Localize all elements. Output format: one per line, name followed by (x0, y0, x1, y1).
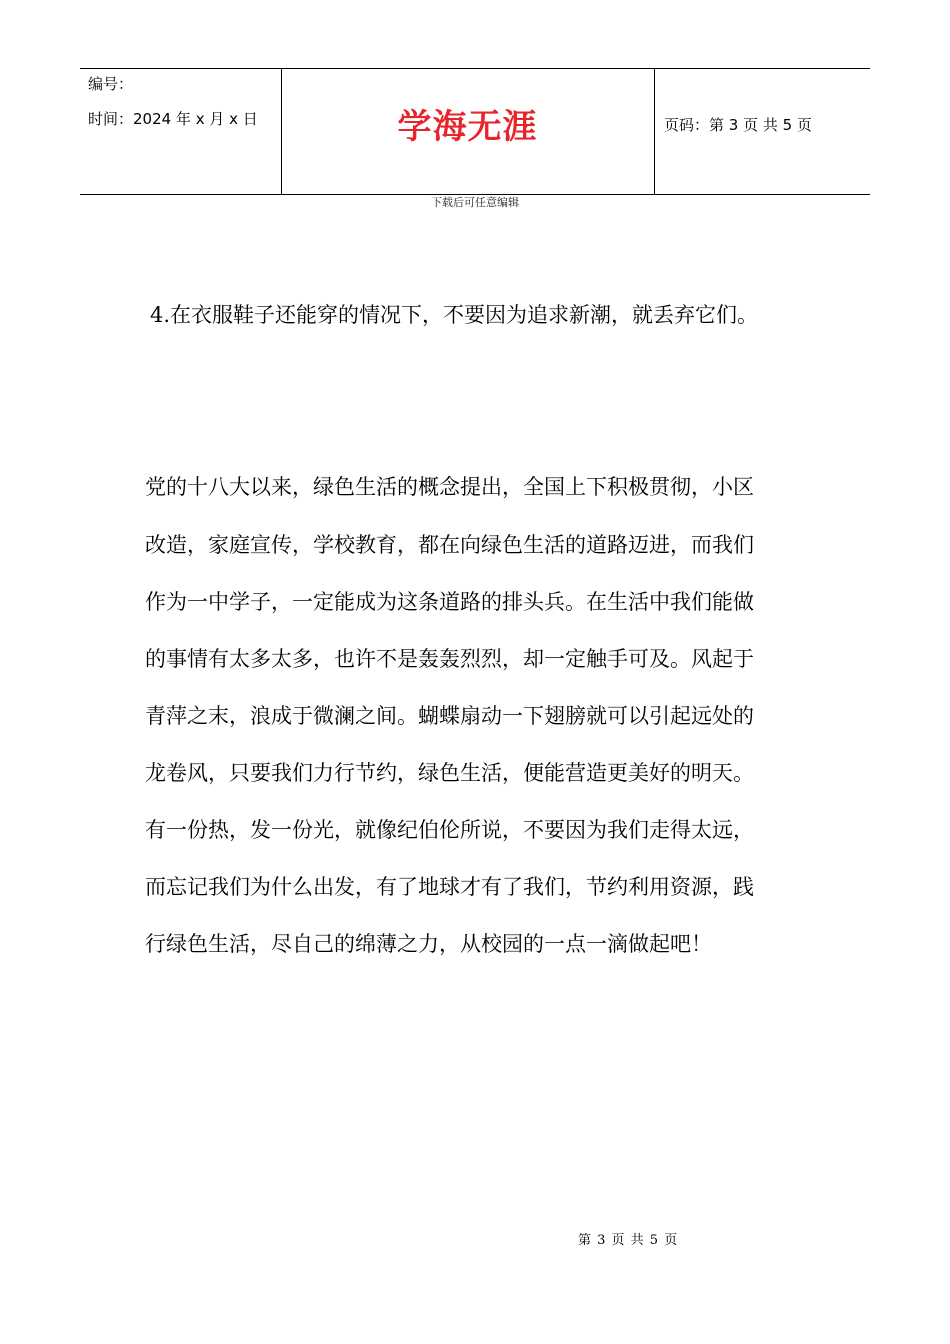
paragraph-line: 有一份热，发一份光，就像纪伯伦所说，不要因为我们走得太远， (145, 818, 754, 842)
header-table (80, 68, 870, 195)
paragraph-line: 青萍之末，浪成于微澜之间。蝴蝶扇动一下翅膀就可以引起远处的 (145, 704, 754, 728)
paragraph-line: 而忘记我们为什么出发，有了地球才有了我们，节约利用资源，践 (145, 875, 754, 899)
paragraph-line: 龙卷风，只要我们力行节约，绿色生活，便能营造更美好的明天。 (145, 761, 754, 785)
header-page-label: 页码：第 3 页 共 5 页 (664, 116, 812, 134)
paragraph-line: 行绿色生活，尽自己的绵薄之力，从校园的一点一滴做起吧！ (145, 932, 712, 956)
paragraph-line: 党的十八大以来，绿色生活的概念提出，全国上下积极贯彻，小区 (145, 475, 754, 499)
document-time-label: 时间：2024 年 x 月 x 日 (88, 110, 258, 128)
page-footer: 第 3 页 共 5 页 (578, 1233, 679, 1248)
point-item: 4.在衣服鞋子还能穿的情况下，不要因为追求新潮，就丢弃它们。 (150, 303, 759, 327)
document-number-label: 编号： (88, 75, 134, 93)
edit-note: 下载后可任意编辑 (431, 196, 519, 209)
paragraph-line: 改造，家庭宣传，学校教育，都在向绿色生活的道路迈进，而我们 (145, 533, 754, 557)
header-divider (654, 69, 655, 194)
paragraph-line: 的事情有太多太多，也许不是轰轰烈烈，却一定触手可及。风起于 (145, 647, 754, 671)
header-title: 学海无涯 (397, 107, 538, 147)
paragraph-line: 作为一中学子，一定能成为这条道路的排头兵。在生活中我们能做 (145, 590, 754, 614)
